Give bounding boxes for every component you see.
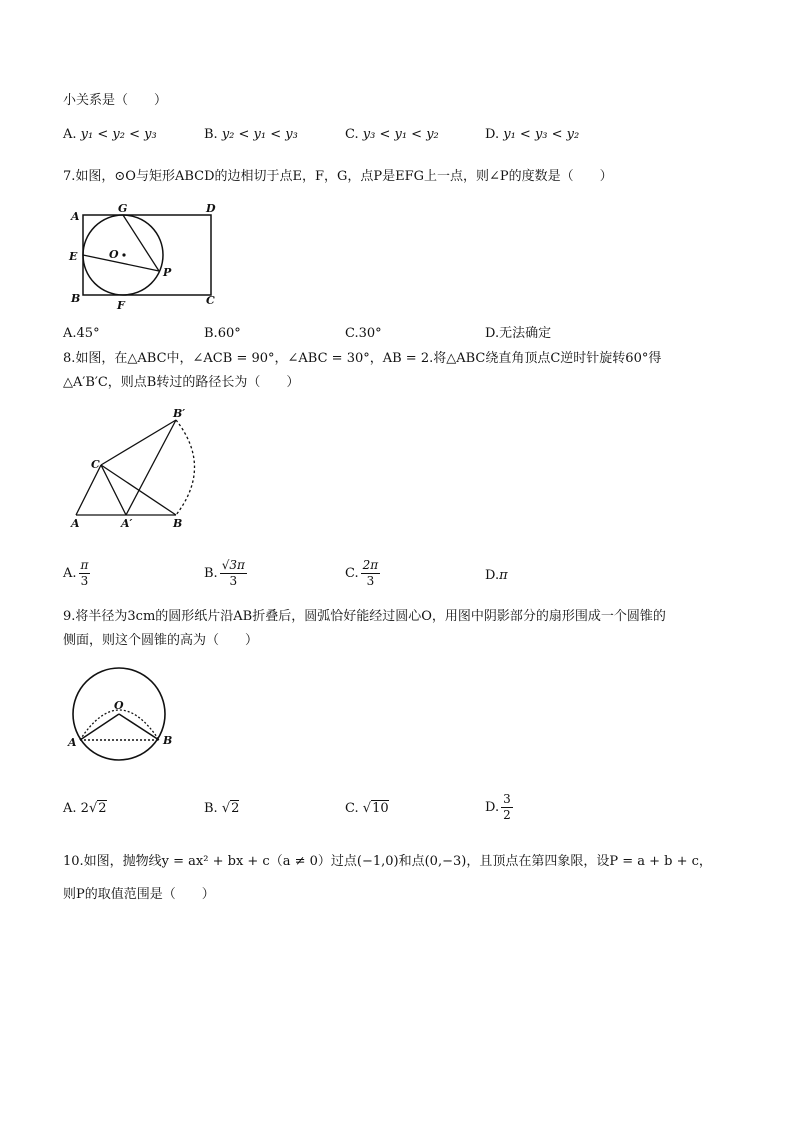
q8-stem-line2: △A′B′C，则点B转过的路径长为（ ） (63, 375, 300, 390)
fig8-label-a: A (71, 517, 80, 530)
fig9-label-b: B (163, 734, 173, 747)
q9-stem-line2: 侧面，则这个圆锥的高为（ ） (63, 633, 259, 648)
fig7-label-o: O (109, 248, 119, 261)
q8-options (63, 558, 743, 594)
q9-option-d[interactable]: D. $\frac{3}{2}$ (485, 792, 511, 822)
fig9-label-a: A (68, 736, 77, 749)
fig8-label-b: B (173, 517, 183, 530)
segment-ca-prime (101, 465, 126, 515)
q7-option-c[interactable]: C.30° (345, 326, 382, 341)
q7-option-b[interactable]: B.60° (204, 326, 241, 341)
fig8-label-a-prime: A′ (121, 517, 133, 530)
segment-gp (123, 215, 159, 271)
rectangle-abcd (83, 215, 211, 295)
q8-figure (63, 405, 203, 530)
fig7-label-d: D (206, 202, 216, 215)
segment-ac (76, 465, 101, 515)
fig7-label-g: G (118, 202, 128, 215)
fig7-label-a: A (71, 210, 80, 223)
center-dot (122, 253, 125, 256)
q7-options (63, 325, 743, 345)
rotation-arc (176, 420, 195, 515)
fig8-label-b-prime: B′ (173, 407, 186, 420)
q7-figure (63, 198, 223, 310)
segment-ep (83, 255, 159, 271)
fig7-label-b: B (71, 292, 81, 305)
q6-option-c[interactable]: C. y₃ < y₁ < y₂ (345, 127, 439, 142)
q9-stem-line1: 9.将半径为3cm的圆形纸片沿AB折叠后，圆弧恰好能经过圆心O，用图中阴影部分的扇形围成一个圆锥的 (63, 609, 666, 624)
q6-options (63, 126, 743, 146)
q9-option-a[interactable]: A. 2√2 (63, 801, 107, 816)
q8-option-b[interactable]: B. $\frac{√3\pi}{3}$ (204, 558, 245, 588)
fig9-label-o: O (114, 699, 124, 712)
q9-options (63, 792, 743, 828)
q8-option-c[interactable]: C. $\frac{2\pi}{3}$ (345, 558, 379, 588)
q10-stem-line2: 则P的取值范围是（ ） (63, 887, 215, 902)
q8-option-d[interactable]: D.π (485, 568, 508, 583)
q6-option-d[interactable]: D. y₁ < y₃ < y₂ (485, 127, 580, 142)
q6-option-a[interactable]: A. y₁ < y₂ < y₃ (63, 127, 157, 142)
q9-option-c[interactable]: C. √10 (345, 801, 389, 816)
q7-option-a[interactable]: A.45° (63, 326, 100, 341)
q9-figure (63, 662, 188, 772)
q9-option-b[interactable]: B. √2 (204, 801, 240, 816)
fig7-label-f: F (117, 299, 125, 312)
q6-stem-tail: 小关系是（ ） (63, 93, 168, 108)
q10-stem-line1: 10.如图，抛物线y = ax² + bx + c（a ≠ 0）过点(−1,0)和点(0,−3)，且顶点在第四象限，设P = a + b + c， (63, 854, 712, 869)
q8-stem-line1: 8.如图，在△ABC中，∠ACB = 90°，∠ABC = 30°，AB = 2.将△ABC绕直角顶点C逆时针旋转60°得 (63, 351, 662, 366)
q7-option-d[interactable]: D.无法确定 (485, 326, 552, 341)
q6-option-b[interactable]: B. y₂ < y₁ < y₃ (204, 127, 298, 142)
fig7-label-e: E (69, 250, 78, 263)
fig8-label-c: C (91, 458, 100, 471)
q8-option-a[interactable]: A. $\frac{\pi}{3}$ (63, 558, 89, 588)
fig7-label-p: P (163, 266, 172, 279)
q7-stem: 7.如图，⊙O与矩形ABCD的边相切于点E，F，G，点P是EFG上一点，则∠P的度数是（ ） (63, 169, 613, 184)
fig7-label-c: C (206, 294, 215, 307)
